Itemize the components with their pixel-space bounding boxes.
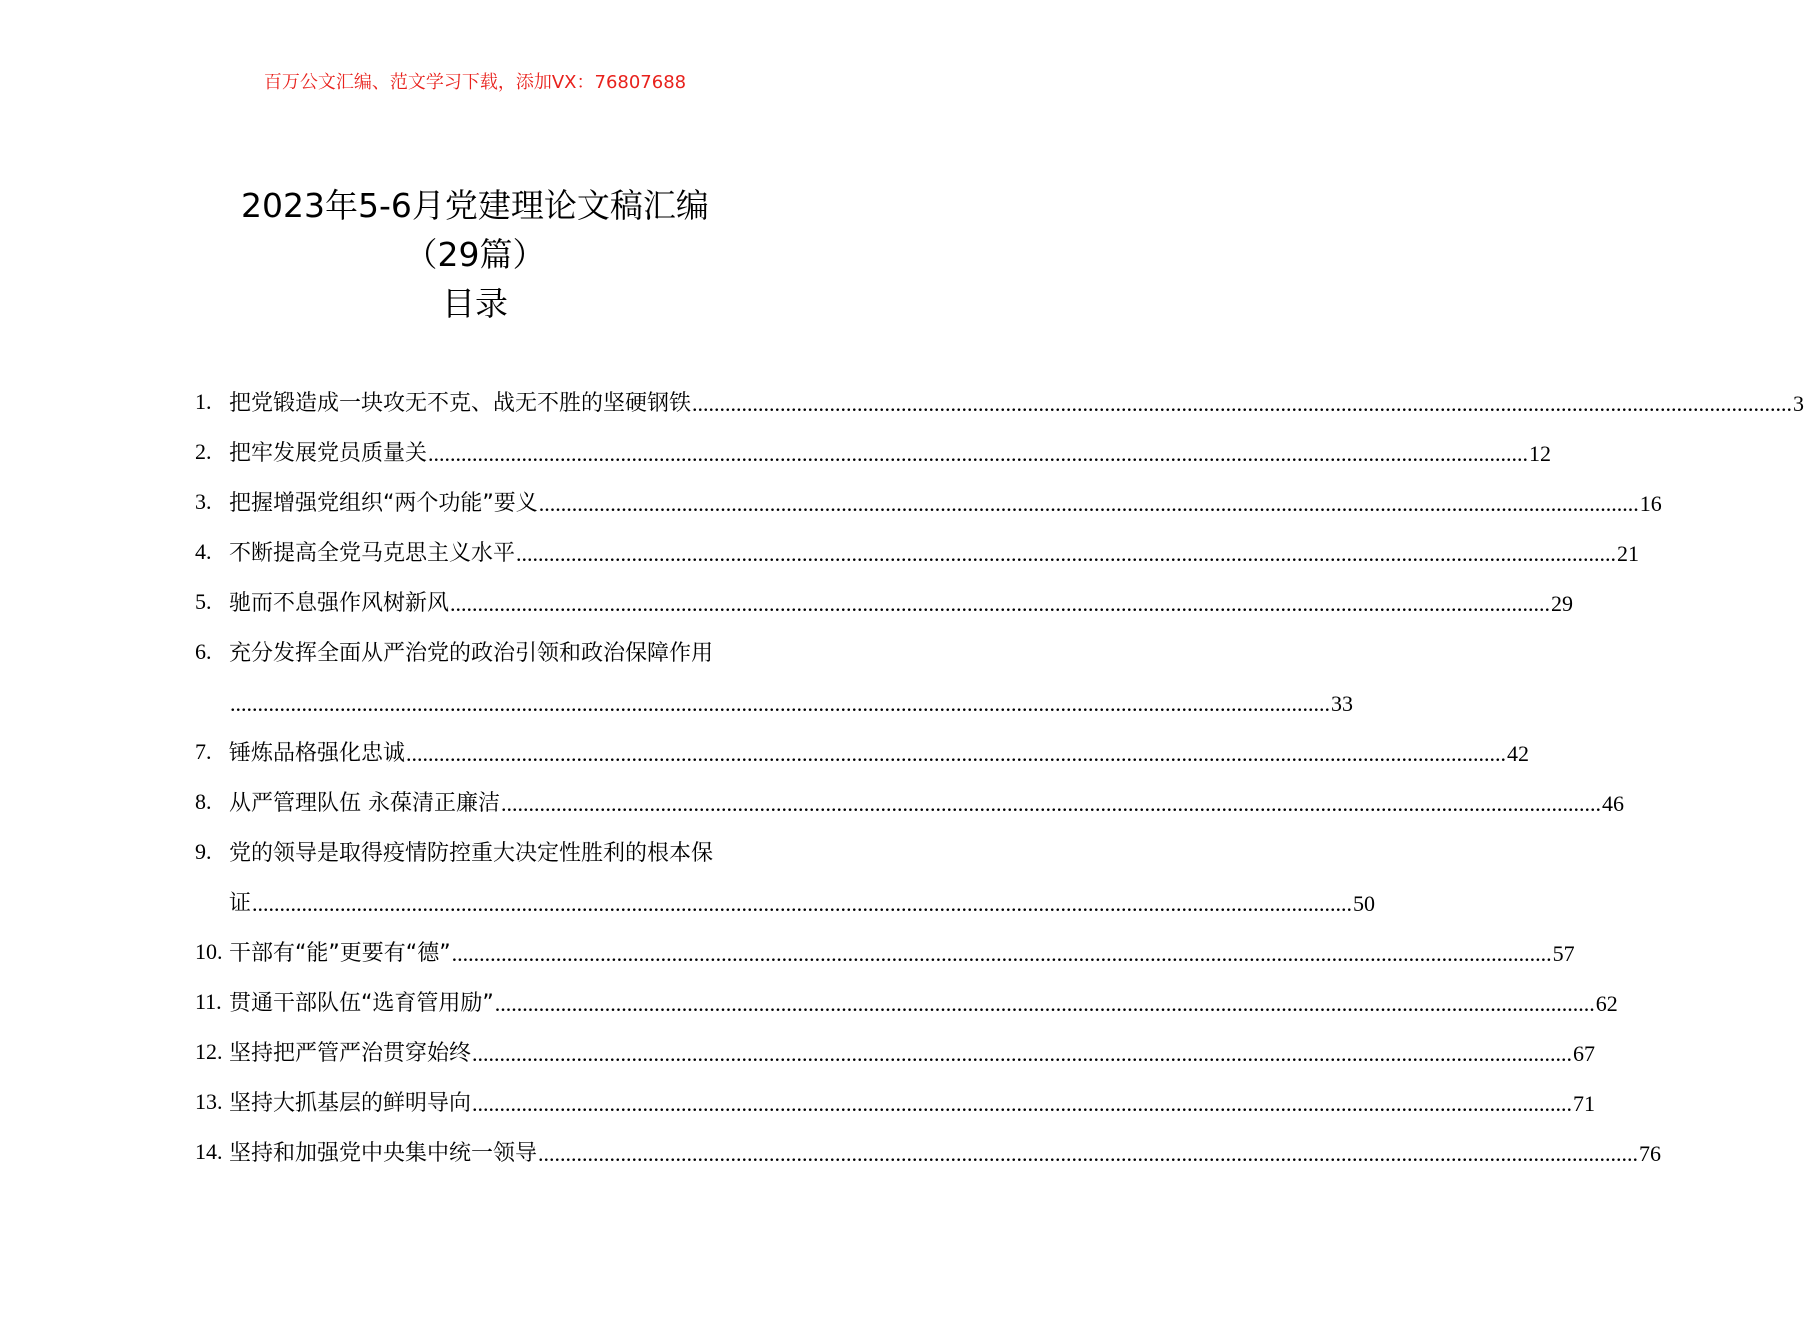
toc-page: 50 <box>1353 891 1376 916</box>
toc-entry[interactable] <box>195 728 1530 778</box>
toc-entry[interactable] <box>195 1128 1662 1178</box>
toc-leader: ........................................................................................................................................................................................................ <box>428 441 1529 466</box>
toc-entry[interactable] <box>195 628 1353 728</box>
toc-number: 14. <box>195 1139 223 1164</box>
toc-page: 29 <box>1551 591 1574 616</box>
toc-leader: ........................................................................................................................................................................................................ <box>494 991 1595 1016</box>
toc-title: 驰而不息强作风树新风 <box>229 591 450 616</box>
toc-number: 10. <box>195 939 223 964</box>
toc-page: 3 <box>1793 391 1804 416</box>
toc-page: 21 <box>1617 541 1640 566</box>
toc-page: 71 <box>1573 1091 1596 1116</box>
toc-entry[interactable] <box>195 828 1376 928</box>
toc-number: 8. <box>195 789 212 814</box>
toc-title: 坚持大抓基层的鲜明导向 <box>229 1091 472 1116</box>
toc-number: 5. <box>195 589 212 614</box>
toc-leader: ........................................................................................................................................................................................................ <box>450 591 1551 616</box>
toc-entry[interactable] <box>195 778 1624 828</box>
toc-title: 干部有“能”更要有“德” <box>229 941 451 966</box>
toc-title: 把牢发展党员质量关 <box>229 441 428 466</box>
toc-title: 充分发挥全面从严治党的政治引领和政治保障作用 <box>229 641 714 666</box>
header-banner: 百万公文汇编、范文学习下载，添加VX：76807688 <box>263 72 687 93</box>
toc-number: 9. <box>195 839 212 864</box>
toc-page: 57 <box>1552 941 1575 966</box>
toc-leader: ........................................................................................................................................................................................................ <box>692 391 1793 416</box>
toc-leader: ........................................................................................................................................................................................................ <box>472 1091 1573 1116</box>
toc-page: 62 <box>1595 991 1618 1016</box>
toc-title-continued: 证 <box>229 891 252 916</box>
toc-number: 2. <box>195 439 212 464</box>
toc-heading: 目录 <box>442 284 508 323</box>
table-of-contents <box>195 378 1804 1178</box>
toc-leader: ........................................................................................................................................................................................................ <box>451 941 1552 966</box>
toc-page: 33 <box>1331 691 1353 716</box>
toc-title: 把握增强党组织“两个功能”要义 <box>229 491 538 516</box>
toc-page: 16 <box>1639 491 1662 516</box>
toc-page: 42 <box>1507 741 1530 766</box>
toc-page: 12 <box>1529 441 1552 466</box>
toc-entry[interactable] <box>195 478 1662 528</box>
toc-page: 76 <box>1639 1141 1662 1166</box>
toc-entry[interactable] <box>195 578 1574 628</box>
toc-leader: ........................................................................................................................................................................................................ <box>252 891 1353 916</box>
toc-leader: ........................................................................................................................................................................................................ <box>538 491 1639 516</box>
toc-entry[interactable] <box>195 378 1804 428</box>
toc-entry[interactable] <box>195 528 1640 578</box>
toc-title: 党的领导是取得疫情防控重大决定性胜利的根本保 <box>229 841 714 866</box>
toc-number: 13. <box>195 1089 223 1114</box>
toc-number: 6. <box>195 639 212 664</box>
toc-number: 11. <box>195 989 222 1014</box>
toc-page: 67 <box>1573 1041 1596 1066</box>
toc-entry[interactable] <box>195 978 1618 1028</box>
toc-entry[interactable] <box>195 928 1575 978</box>
toc-number: 4. <box>195 539 212 564</box>
toc-entry[interactable] <box>195 1028 1596 1078</box>
toc-title: 不断提高全党马克思主义水平 <box>229 541 516 566</box>
toc-number: 12. <box>195 1039 223 1064</box>
toc-title: 把党锻造成一块攻无不克、战无不胜的坚硬钢铁 <box>229 391 692 416</box>
toc-number: 7. <box>195 739 212 764</box>
toc-title: 贯通干部队伍“选育管用励” <box>229 991 494 1016</box>
toc-title: 锤炼品格强化忠诚 <box>229 741 406 766</box>
document-title: 2023年5-6月党建理论文稿汇编 <box>241 186 709 225</box>
toc-entry[interactable] <box>195 1078 1596 1128</box>
toc-leader: ........................................................................................................................................................................................................ <box>501 791 1601 816</box>
toc-leader: ........................................................................................................................................................................................................ <box>538 1141 1639 1166</box>
toc-leader: ........................................................................................................................................................................................................ <box>516 541 1617 566</box>
toc-leader: ........................................................................................................................................................................................................ <box>230 691 1330 716</box>
toc-title: 坚持把严管严治贯穿始终 <box>229 1041 472 1066</box>
toc-page: 46 <box>1602 791 1624 816</box>
toc-entry[interactable] <box>195 428 1552 478</box>
document-count: （29篇） <box>404 235 546 274</box>
toc-leader: ........................................................................................................................................................................................................ <box>406 741 1507 766</box>
toc-title: 从严管理队伍 永葆清正廉洁 <box>229 791 500 816</box>
toc-number: 3. <box>195 489 212 514</box>
toc-number: 1. <box>195 389 212 414</box>
toc-title: 坚持和加强党中央集中统一领导 <box>229 1141 538 1166</box>
toc-leader: ........................................................................................................................................................................................................ <box>472 1041 1573 1066</box>
